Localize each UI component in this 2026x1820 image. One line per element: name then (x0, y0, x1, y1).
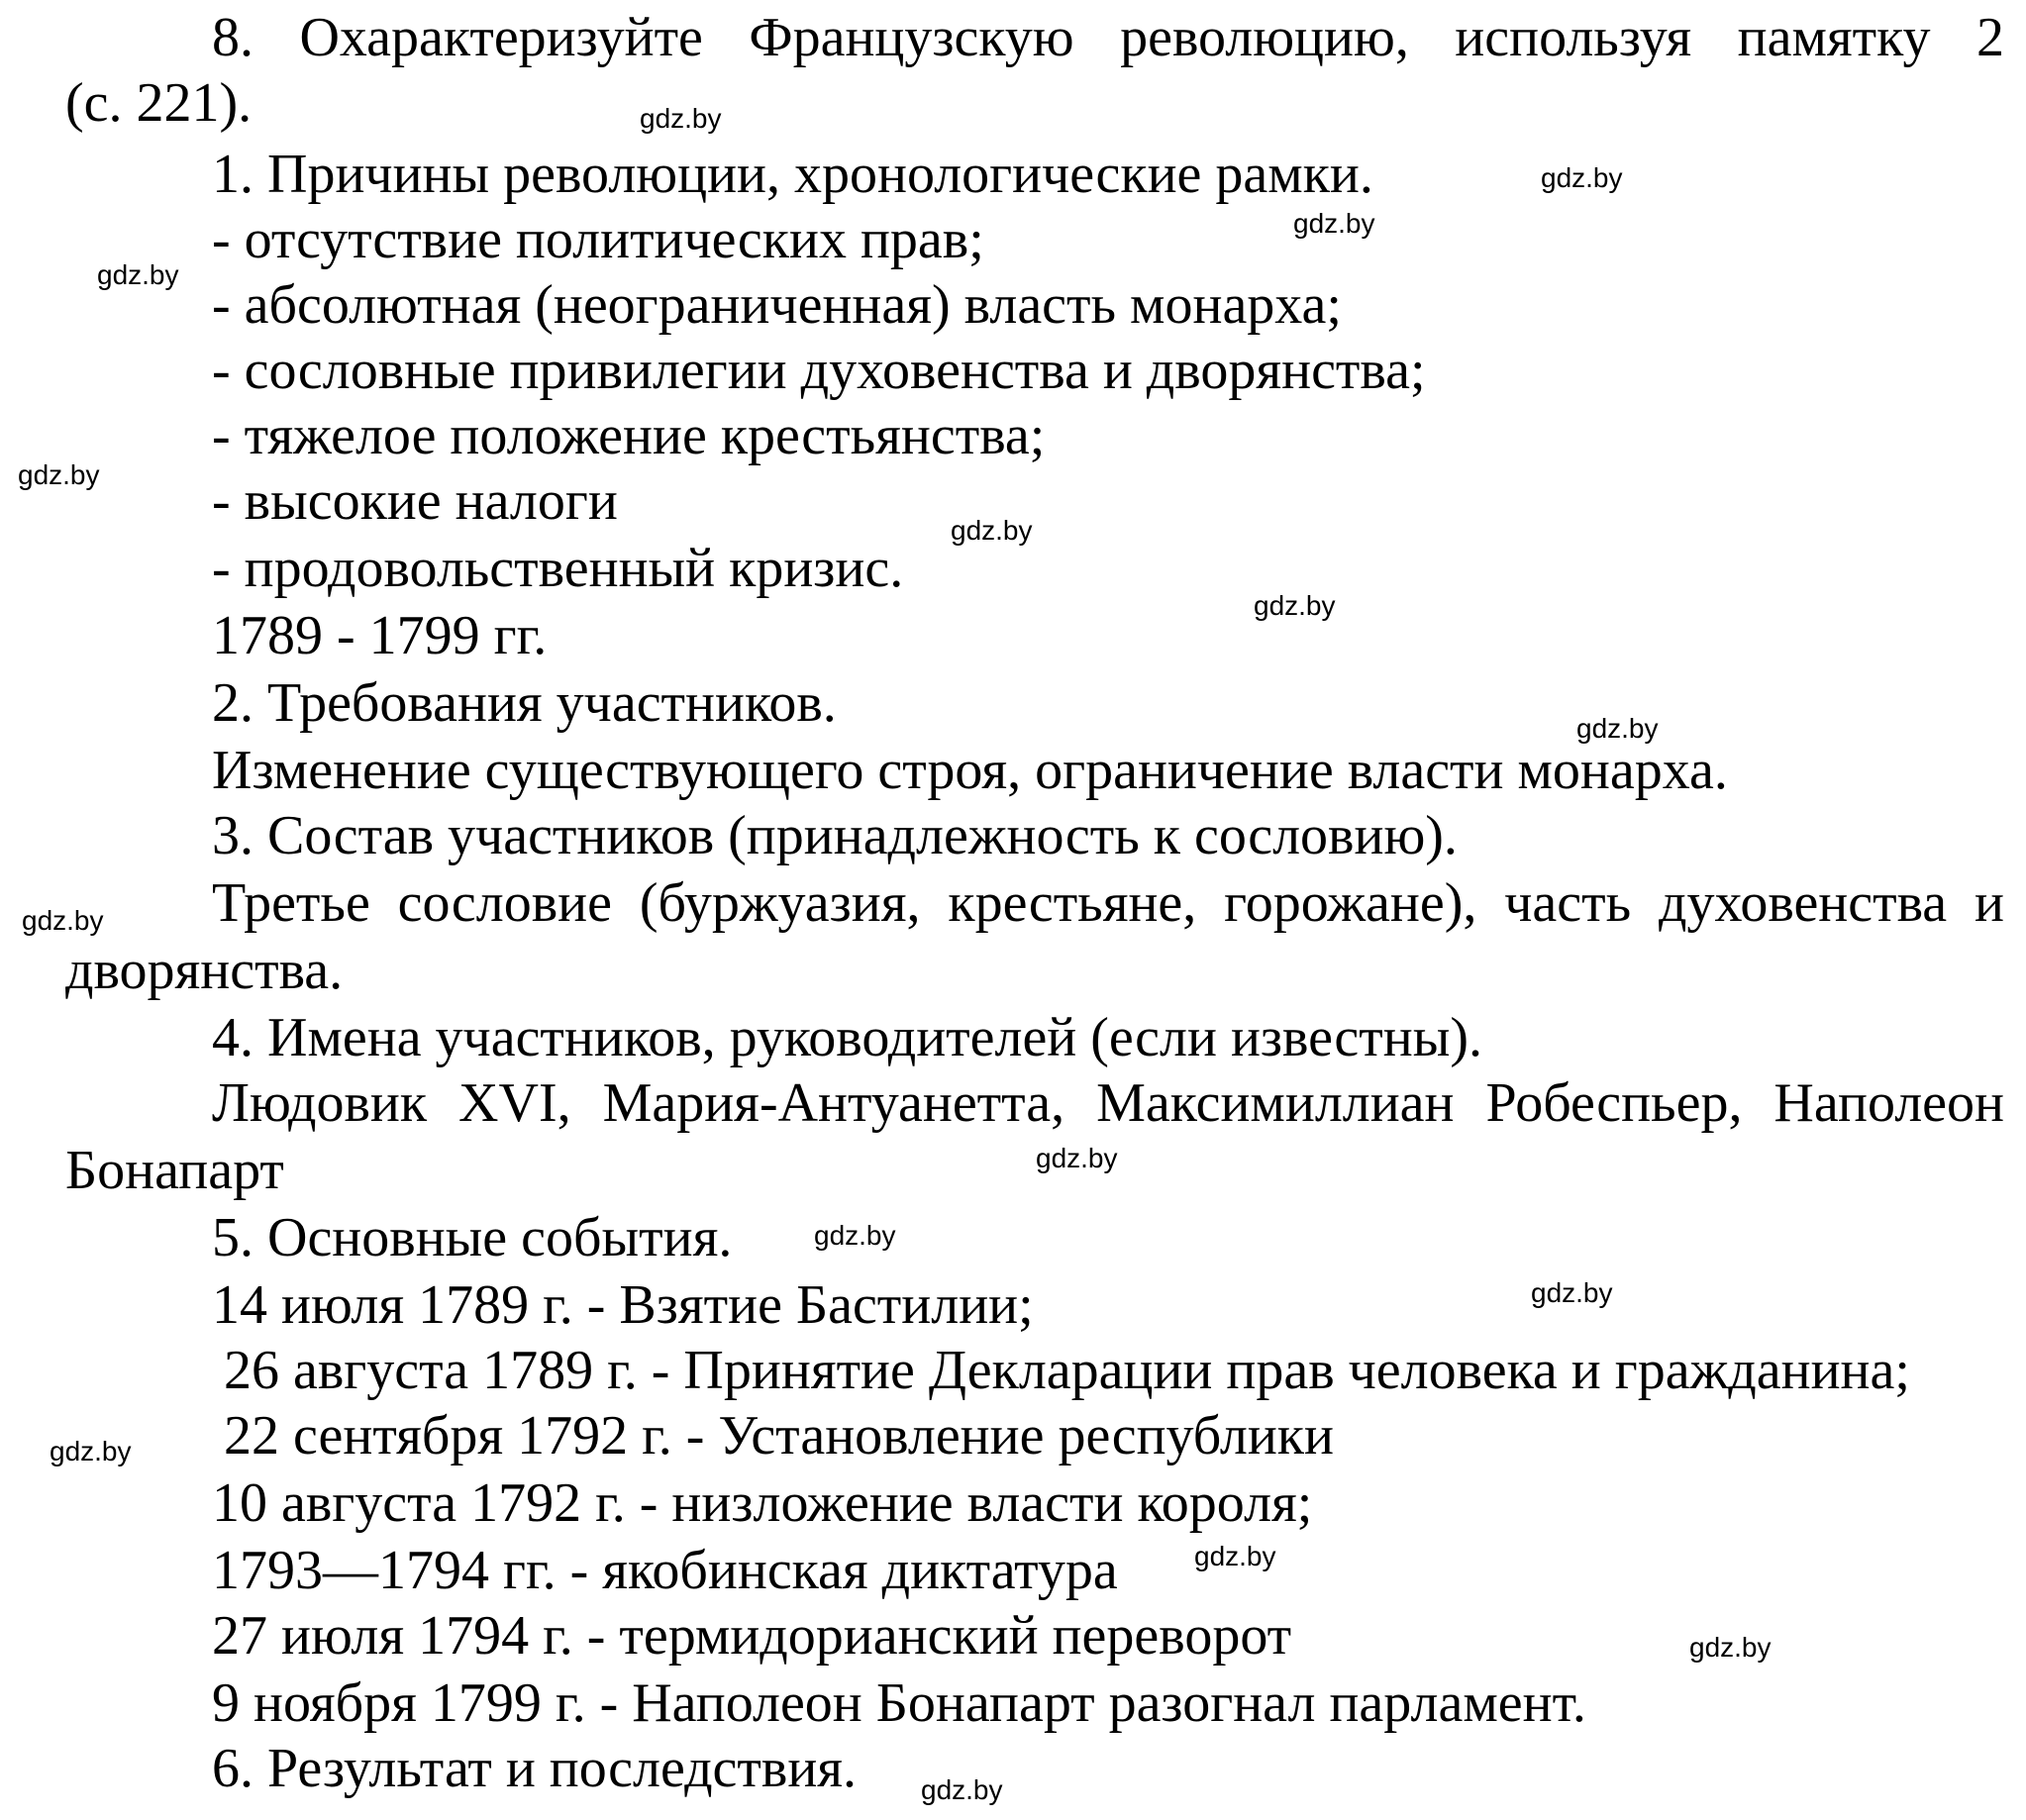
task-heading: 8. Охарактеризуйте Французскую революцию, используя памятку 2 (212, 7, 2004, 68)
section-4-title: 4. Имена участников, руководителей (если известны). (212, 1007, 1482, 1068)
watermark: gdz.by (18, 459, 100, 490)
watermark: gdz.by (921, 1774, 1003, 1805)
section-1-title: 1. Причины революции, хронологические рамки. (212, 144, 1373, 205)
event-item: 9 ноября 1799 г. - Наполеон Бонапарт разогнал парламент. (212, 1672, 1586, 1734)
watermark: gdz.by (1293, 208, 1375, 239)
watermark: gdz.by (1254, 590, 1336, 621)
section-4-text: Людовик XVI, Мария-Антуанетта, Максимиллиан Робеспьер, Наполеон (212, 1072, 2004, 1134)
watermark: gdz.by (951, 515, 1033, 546)
event-item: 22 сентября 1792 г. - Установление республики (224, 1405, 1334, 1466)
cause-item: - продовольственный кризис. (212, 538, 904, 599)
task-heading-continuation: (с. 221). (65, 72, 253, 134)
cause-item: - высокие налоги (212, 470, 618, 532)
watermark: gdz.by (1531, 1277, 1613, 1308)
watermark: gdz.by (1541, 162, 1623, 193)
section-5-title: 5. Основные события. (212, 1207, 733, 1268)
section-6-title: 6. Результат и последствия. (212, 1738, 858, 1799)
watermark: gdz.by (50, 1436, 132, 1466)
section-3-text: Третье сословие (буржуазия, крестьяне, горожане), часть духовенства и (212, 872, 2004, 934)
section-2-title: 2. Требования участников. (212, 672, 837, 734)
watermark: gdz.by (22, 905, 104, 936)
event-item: 1793—1794 гг. - якобинская диктатура (212, 1540, 1118, 1601)
event-item: 10 августа 1792 г. - низложение власти короля; (212, 1472, 1313, 1534)
cause-item: - отсутствие политических прав; (212, 209, 984, 270)
watermark: gdz.by (97, 259, 179, 290)
section-3-text-continuation: дворянства. (65, 940, 344, 1001)
watermark: gdz.by (1576, 713, 1659, 744)
section-4-text-continuation: Бонапарт (65, 1140, 284, 1201)
revolution-dates: 1789 - 1799 гг. (212, 605, 548, 666)
cause-item: - сословные привилегии духовенства и дворянства; (212, 340, 1426, 401)
watermark: gdz.by (1036, 1143, 1118, 1173)
watermark: gdz.by (640, 103, 722, 134)
watermark: gdz.by (1689, 1632, 1772, 1663)
cause-item: - абсолютная (неограниченная) власть монарха; (212, 274, 1342, 336)
event-item: 26 августа 1789 г. - Принятие Декларации прав человека и гражданина; (224, 1340, 1910, 1401)
watermark: gdz.by (814, 1220, 896, 1251)
cause-item: - тяжелое положение крестьянства; (212, 405, 1046, 466)
event-item: 27 июля 1794 г. - термидорианский переворот (212, 1605, 1292, 1667)
section-3-title: 3. Состав участников (принадлежность к сословию). (212, 805, 1458, 866)
event-item: 14 июля 1789 г. - Взятие Бастилии; (212, 1274, 1034, 1336)
section-2-text: Изменение существующего строя, ограничение власти монарха. (212, 740, 1728, 801)
watermark: gdz.by (1194, 1541, 1276, 1571)
